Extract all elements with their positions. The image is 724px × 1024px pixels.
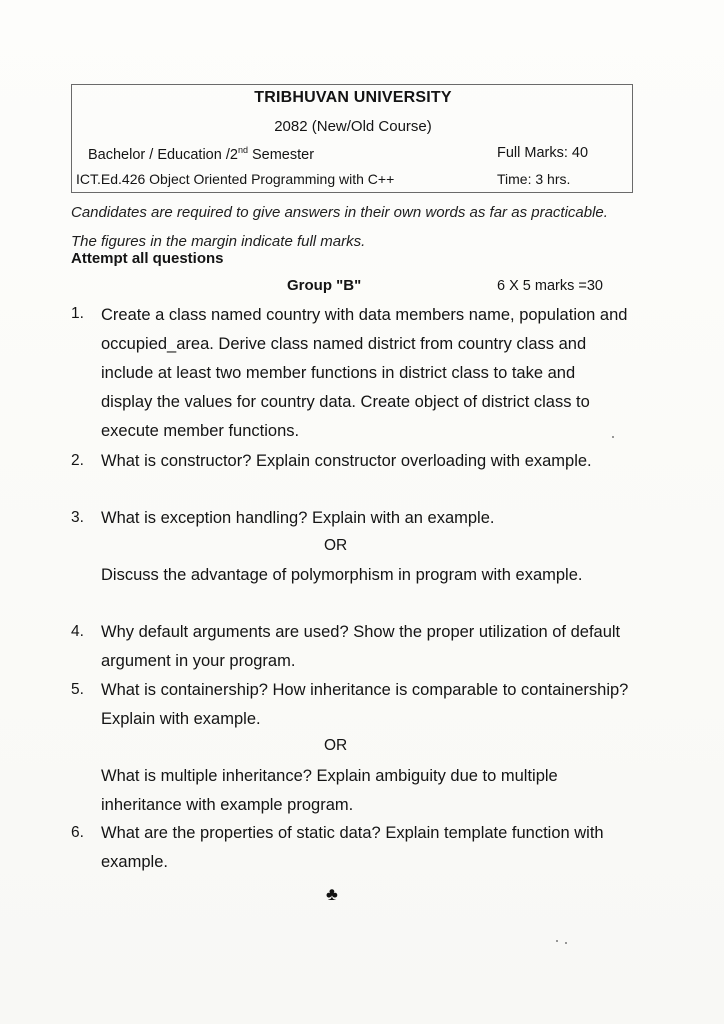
university-name: TRIBHUVAN UNIVERSITY: [254, 89, 452, 106]
exam-time: Time: 3 hrs.: [497, 171, 571, 187]
question-text: Why default arguments are used? Show the proper utilization of default argument in your program.: [101, 623, 621, 670]
program-prefix: Bachelor / Education /2: [88, 146, 238, 163]
attempt-all-questions: Attempt all questions: [71, 250, 224, 267]
question-text: What are the properties of static data? Explain template function with example.: [101, 824, 604, 871]
header-box: [71, 84, 633, 193]
group-marks: 6 X 5 marks =30: [497, 278, 603, 294]
course-title: ICT.Ed.426 Object Oriented Programming with C++: [76, 171, 395, 187]
question-number: 1.: [71, 305, 84, 322]
full-marks: Full Marks: 40: [497, 145, 589, 161]
or-separator: OR: [324, 537, 348, 554]
group-title: Group "B": [287, 277, 362, 294]
question-number: 6.: [71, 824, 84, 841]
scan-speck: [565, 942, 567, 944]
scan-speck: [612, 436, 614, 438]
alternative-question-text: Discuss the advantage of polymorphism in program with example.: [101, 566, 583, 584]
scan-speck: [556, 940, 558, 942]
or-separator: OR: [324, 737, 348, 754]
program-superscript: nd: [237, 145, 248, 155]
question-text: What is constructor? Explain constructor overloading with example.: [101, 452, 592, 470]
question-number: 5.: [71, 681, 84, 698]
program-suffix: Semester: [247, 146, 315, 163]
club-suit-icon: ♣: [326, 884, 338, 904]
question-text: What is exception handling? Explain with an example.: [101, 509, 495, 527]
question-text: Create a class named country with data members name, population and occupied_area. Derive class named district from country class and include at least two member functions in district class to take and display the values for country data. Create object of district class to execute member functions.: [101, 306, 628, 440]
program-semester: [88, 145, 314, 163]
question-number: 4.: [71, 623, 84, 640]
instructions: Candidates are required to give answers in their own words as far as practicable. The figures in the margin indicate full marks.: [71, 204, 608, 250]
question-number: 2.: [71, 452, 84, 469]
question-number: 3.: [71, 509, 84, 526]
alternative-question-text: What is multiple inheritance? Explain ambiguity due to multiple inheritance with example program.: [101, 767, 558, 814]
question-text: What is containership? How inheritance is comparable to containership? Explain with example.: [101, 681, 629, 728]
year-course: 2082 (New/Old Course): [274, 118, 432, 135]
